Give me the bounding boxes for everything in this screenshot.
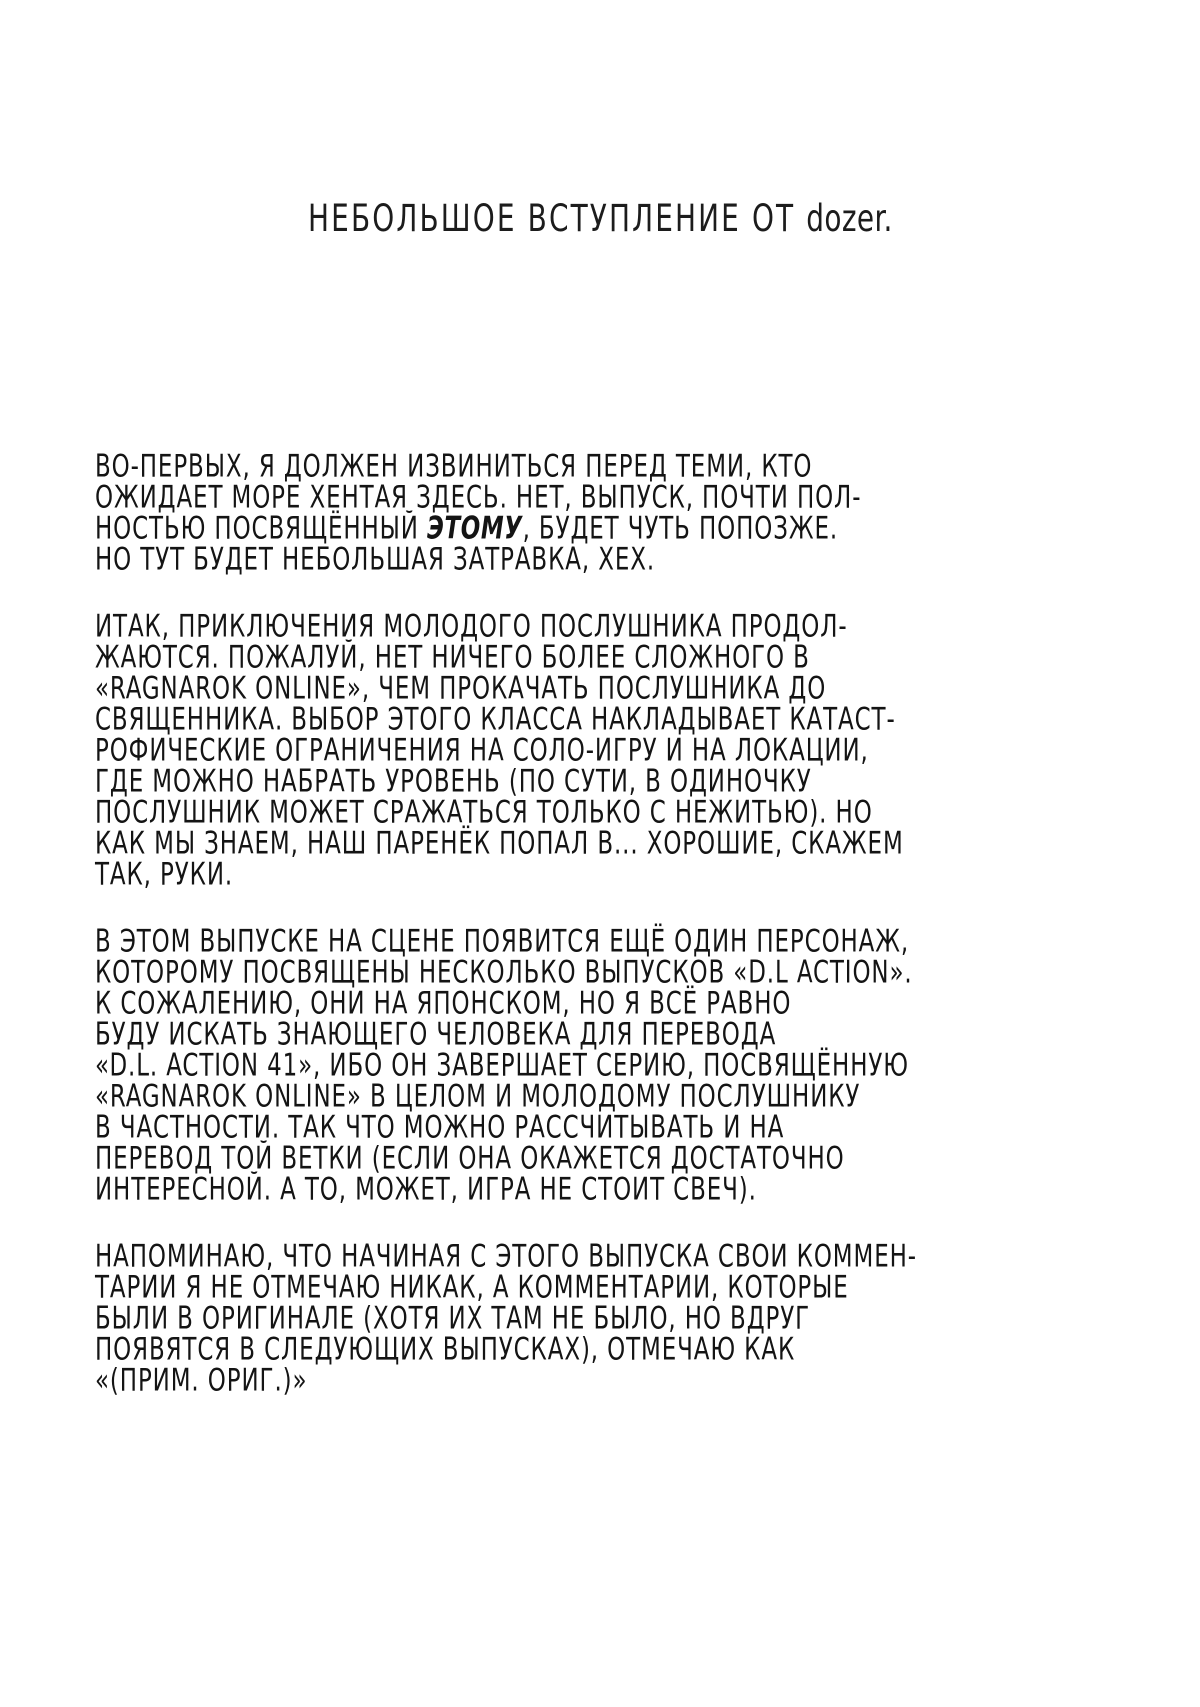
paragraph-1: [95, 448, 1115, 579]
page-title-text: [308, 197, 893, 240]
page-title-cyrillic: НЕБОЛЬШОЕ ВСТУПЛЕНИЕ ОТ: [307, 195, 806, 241]
text-line: ИТАК, ПРИКЛЮЧЕНИЯ МОЛОДОГО ПОСЛУШНИКА ПРОДОЛ-: [95, 608, 848, 646]
text-line: ТАРИИ Я НЕ ОТМЕЧАЮ НИКАК, А КОММЕНТАРИИ, КОТОРЫЕ: [95, 1269, 849, 1307]
text-line: ИНТЕРЕСНОЙ. А ТО, МОЖЕТ, ИГРА НЕ СТОИТ СВЕЧ).: [95, 1171, 757, 1209]
page-title: [0, 195, 1200, 241]
paragraph-4: [95, 1238, 1115, 1400]
text-line: БЫЛИ В ОРИГИНАЛЕ (ХОТЯ ИХ ТАМ НЕ БЫЛО, НО ВДРУГ: [95, 1300, 811, 1338]
text-segment: , БУДЕТ ЧУТЬ ПОПОЗЖЕ.: [522, 510, 839, 548]
emphasized-word: ЭТОМУ: [427, 510, 523, 548]
text-line: ВО-ПЕРВЫХ, Я ДОЛЖЕН ИЗВИНИТЬСЯ ПЕРЕД ТЕМИ, КТО: [95, 448, 813, 486]
page-title-latin: dozer.: [805, 195, 893, 241]
text-line: ТАК, РУКИ.: [95, 856, 234, 894]
text-line: В ЭТОМ ВЫПУСКЕ НА СЦЕНЕ ПОЯВИТСЯ ЕЩЁ ОДИН ПЕРСОНАЖ,: [95, 923, 910, 961]
text-line: РОФИЧЕСКИЕ ОГРАНИЧЕНИЯ НА СОЛО-ИГРУ И НА ЛОКАЦИИ,: [95, 732, 869, 770]
text-line: БУДУ ИСКАТЬ ЗНАЮЩЕГО ЧЕЛОВЕКА ДЛЯ ПЕРЕВОДА: [95, 1016, 777, 1054]
text-line: «D.L. ACTION 41», ИБО ОН ЗАВЕРШАЕТ СЕРИЮ, ПОСВЯЩЁННУЮ: [95, 1047, 909, 1085]
text-line: ЖАЮТСЯ. ПОЖАЛУЙ, НЕТ НИЧЕГО БОЛЕЕ СЛОЖНОГО В: [95, 639, 810, 677]
text-line: «(ПРИМ. ОРИГ.)»: [95, 1362, 308, 1400]
body-text: [95, 448, 1115, 1400]
text-line: ПЕРЕВОД ТОЙ ВЕТКИ (ЕСЛИ ОНА ОКАЖЕТСЯ ДОСТАТОЧНО: [95, 1140, 845, 1178]
paragraph-2: [95, 608, 1115, 894]
text-line: К СОЖАЛЕНИЮ, ОНИ НА ЯПОНСКОМ, НО Я ВСЁ РАВНО: [95, 985, 792, 1023]
text-line: СВЯЩЕННИКА. ВЫБОР ЭТОГО КЛАССА НАКЛАДЫВАЕТ КАТАСТ-: [95, 701, 896, 739]
text-line: НО ТУТ БУДЕТ НЕБОЛЬШАЯ ЗАТРАВКА, ХЕХ.: [95, 541, 656, 579]
text-line: В ЧАСТНОСТИ. ТАК ЧТО МОЖНО РАССЧИТЫВАТЬ И НА: [95, 1109, 785, 1147]
text-segment: НОСТЬЮ ПОСВЯЩЁННЫЙ: [95, 510, 428, 548]
text-line: ПОЯВЯТСЯ В СЛЕДУЮЩИХ ВЫПУСКАХ), ОТМЕЧАЮ КАК: [95, 1331, 796, 1369]
text-line: «RAGNAROK ONLINE» В ЦЕЛОМ И МОЛОДОМУ ПОСЛУШНИКУ: [95, 1078, 861, 1116]
text-line: КАК МЫ ЗНАЕМ, НАШ ПАРЕНЁК ПОПАЛ В... ХОРОШИЕ, СКАЖЕМ: [95, 825, 904, 863]
text-line: КОТОРОМУ ПОСВЯЩЕНЫ НЕСКОЛЬКО ВЫПУСКОВ «D.L ACTION».: [95, 954, 913, 992]
text-line: НАПОМИНАЮ, ЧТО НАЧИНАЯ С ЭТОГО ВЫПУСКА СВОИ КОММЕН-: [95, 1238, 917, 1276]
paragraph-3: [95, 923, 1115, 1209]
text-line: ОЖИДАЕТ МОРЕ ХЕНТАЯ ЗДЕСЬ. НЕТ, ВЫПУСК, ПОЧТИ ПОЛ-: [95, 479, 862, 517]
text-line: «RAGNAROK ONLINE», ЧЕМ ПРОКАЧАТЬ ПОСЛУШНИКА ДО: [95, 670, 827, 708]
text-line: ГДЕ МОЖНО НАБРАТЬ УРОВЕНЬ (ПО СУТИ, В ОДИНОЧКУ: [95, 763, 812, 801]
text-line: ПОСЛУШНИК МОЖЕТ СРАЖАТЬСЯ ТОЛЬКО С НЕЖИТЬЮ). НО: [95, 794, 873, 832]
